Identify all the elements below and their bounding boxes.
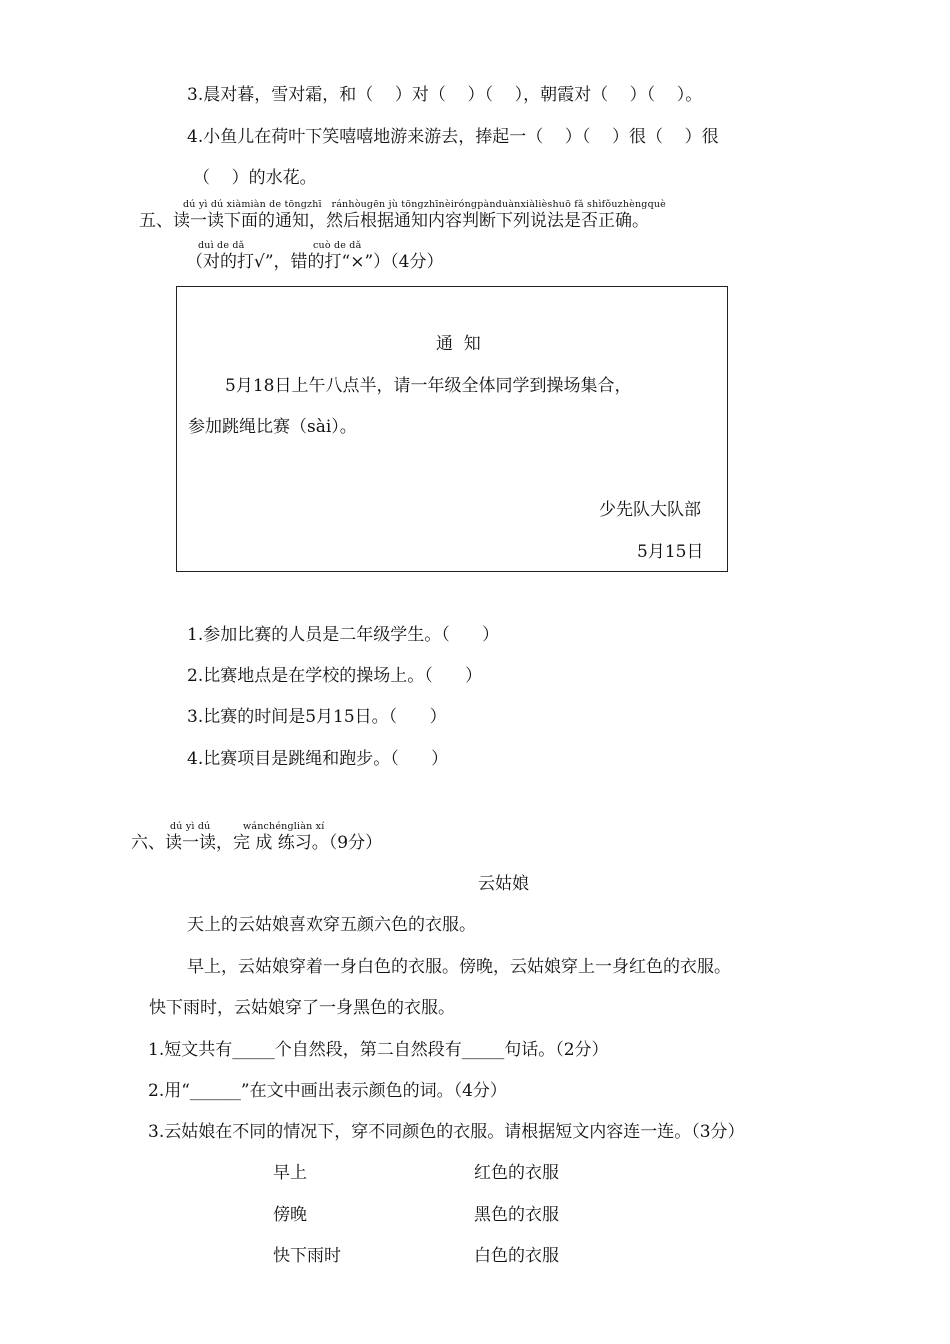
judge-item-1: 1.参加比赛的人员是二年级学生。（ ）	[187, 625, 500, 645]
match-left-3: 快下雨时	[273, 1246, 341, 1266]
section5-pinyin-wrong: cuò de dǎ	[313, 240, 362, 251]
exercise-q3: 3.云姑娘在不同的情况下，穿不同颜色的衣服。请根据短文内容连一连。（3分）	[148, 1122, 745, 1142]
section6-title: 六、读一读，完 成 练习。（9分）	[131, 833, 383, 853]
section5-pinyin-correct: duì de dǎ	[198, 240, 245, 251]
notice-body-line1: 5月18日上午八点半，请一年级全体同学到操场集合，	[225, 376, 632, 396]
question-4-line: 4.小鱼儿在荷叶下笑嘻嘻地游来游去，捧起一（ ）（ ）很（ ）很	[187, 127, 719, 147]
match-left-2: 傍晚	[273, 1205, 307, 1225]
question-3-line: 3.晨对暮，雪对霜，和（ ）对（ ）（ ），朝霞对（ ）（ ）。	[187, 85, 703, 105]
notice-body-line2: 参加跳绳比赛（sài）。	[188, 417, 357, 437]
section5-title: 五、读一读下面的通知，然后根据通知内容判断下列说法是否正确。	[139, 211, 649, 231]
story-paragraph-2: 早上，云姑娘穿着一身白色的衣服。傍晚，云姑娘穿上一身红色的衣服。	[187, 957, 731, 977]
notice-heading: 通 知	[436, 334, 481, 354]
match-left-1: 早上	[273, 1163, 307, 1183]
match-right-3: 白色的衣服	[474, 1246, 559, 1266]
story-paragraph-2-cont: 快下雨时，云姑娘穿了一身黑色的衣服。	[149, 998, 455, 1018]
section5-instructions: （对的打√”，错的打“×”）（4分）	[186, 252, 444, 272]
story-paragraph-1: 天上的云姑娘喜欢穿五颜六色的衣服。	[187, 915, 476, 935]
section6-pinyin-b: wánchéngliàn xí	[243, 821, 325, 832]
notice-date: 5月15日	[637, 542, 704, 562]
exercise-q1: 1.短文共有_____个自然段，第二自然段有_____句话。（2分）	[148, 1040, 609, 1060]
judge-item-3: 3.比赛的时间是5月15日。（ ）	[187, 707, 447, 727]
exercise-q2: 2.用“______”在文中画出表示颜色的词。（4分）	[148, 1081, 507, 1101]
story-title: 云姑娘	[478, 874, 529, 894]
match-right-2: 黑色的衣服	[474, 1205, 559, 1225]
section6-pinyin-a: dú yì dú	[170, 821, 211, 832]
judge-item-4: 4.比赛项目是跳绳和跑步。（ ）	[187, 749, 449, 769]
match-right-1: 红色的衣服	[474, 1163, 559, 1183]
notice-box	[176, 286, 728, 572]
question-4-continuation: （ ）的水花。	[193, 168, 317, 188]
judge-item-2: 2.比赛地点是在学校的操场上。（ ）	[187, 666, 483, 686]
notice-signer: 少先队大队部	[599, 500, 701, 520]
section5-pinyin: dú yì dú xiàmiàn de tōngzhī ránhòugēn jù tōngzhīnèiróngpànduànxiàlièshuō fǎ shìfǒuzhèngquè	[183, 199, 667, 210]
